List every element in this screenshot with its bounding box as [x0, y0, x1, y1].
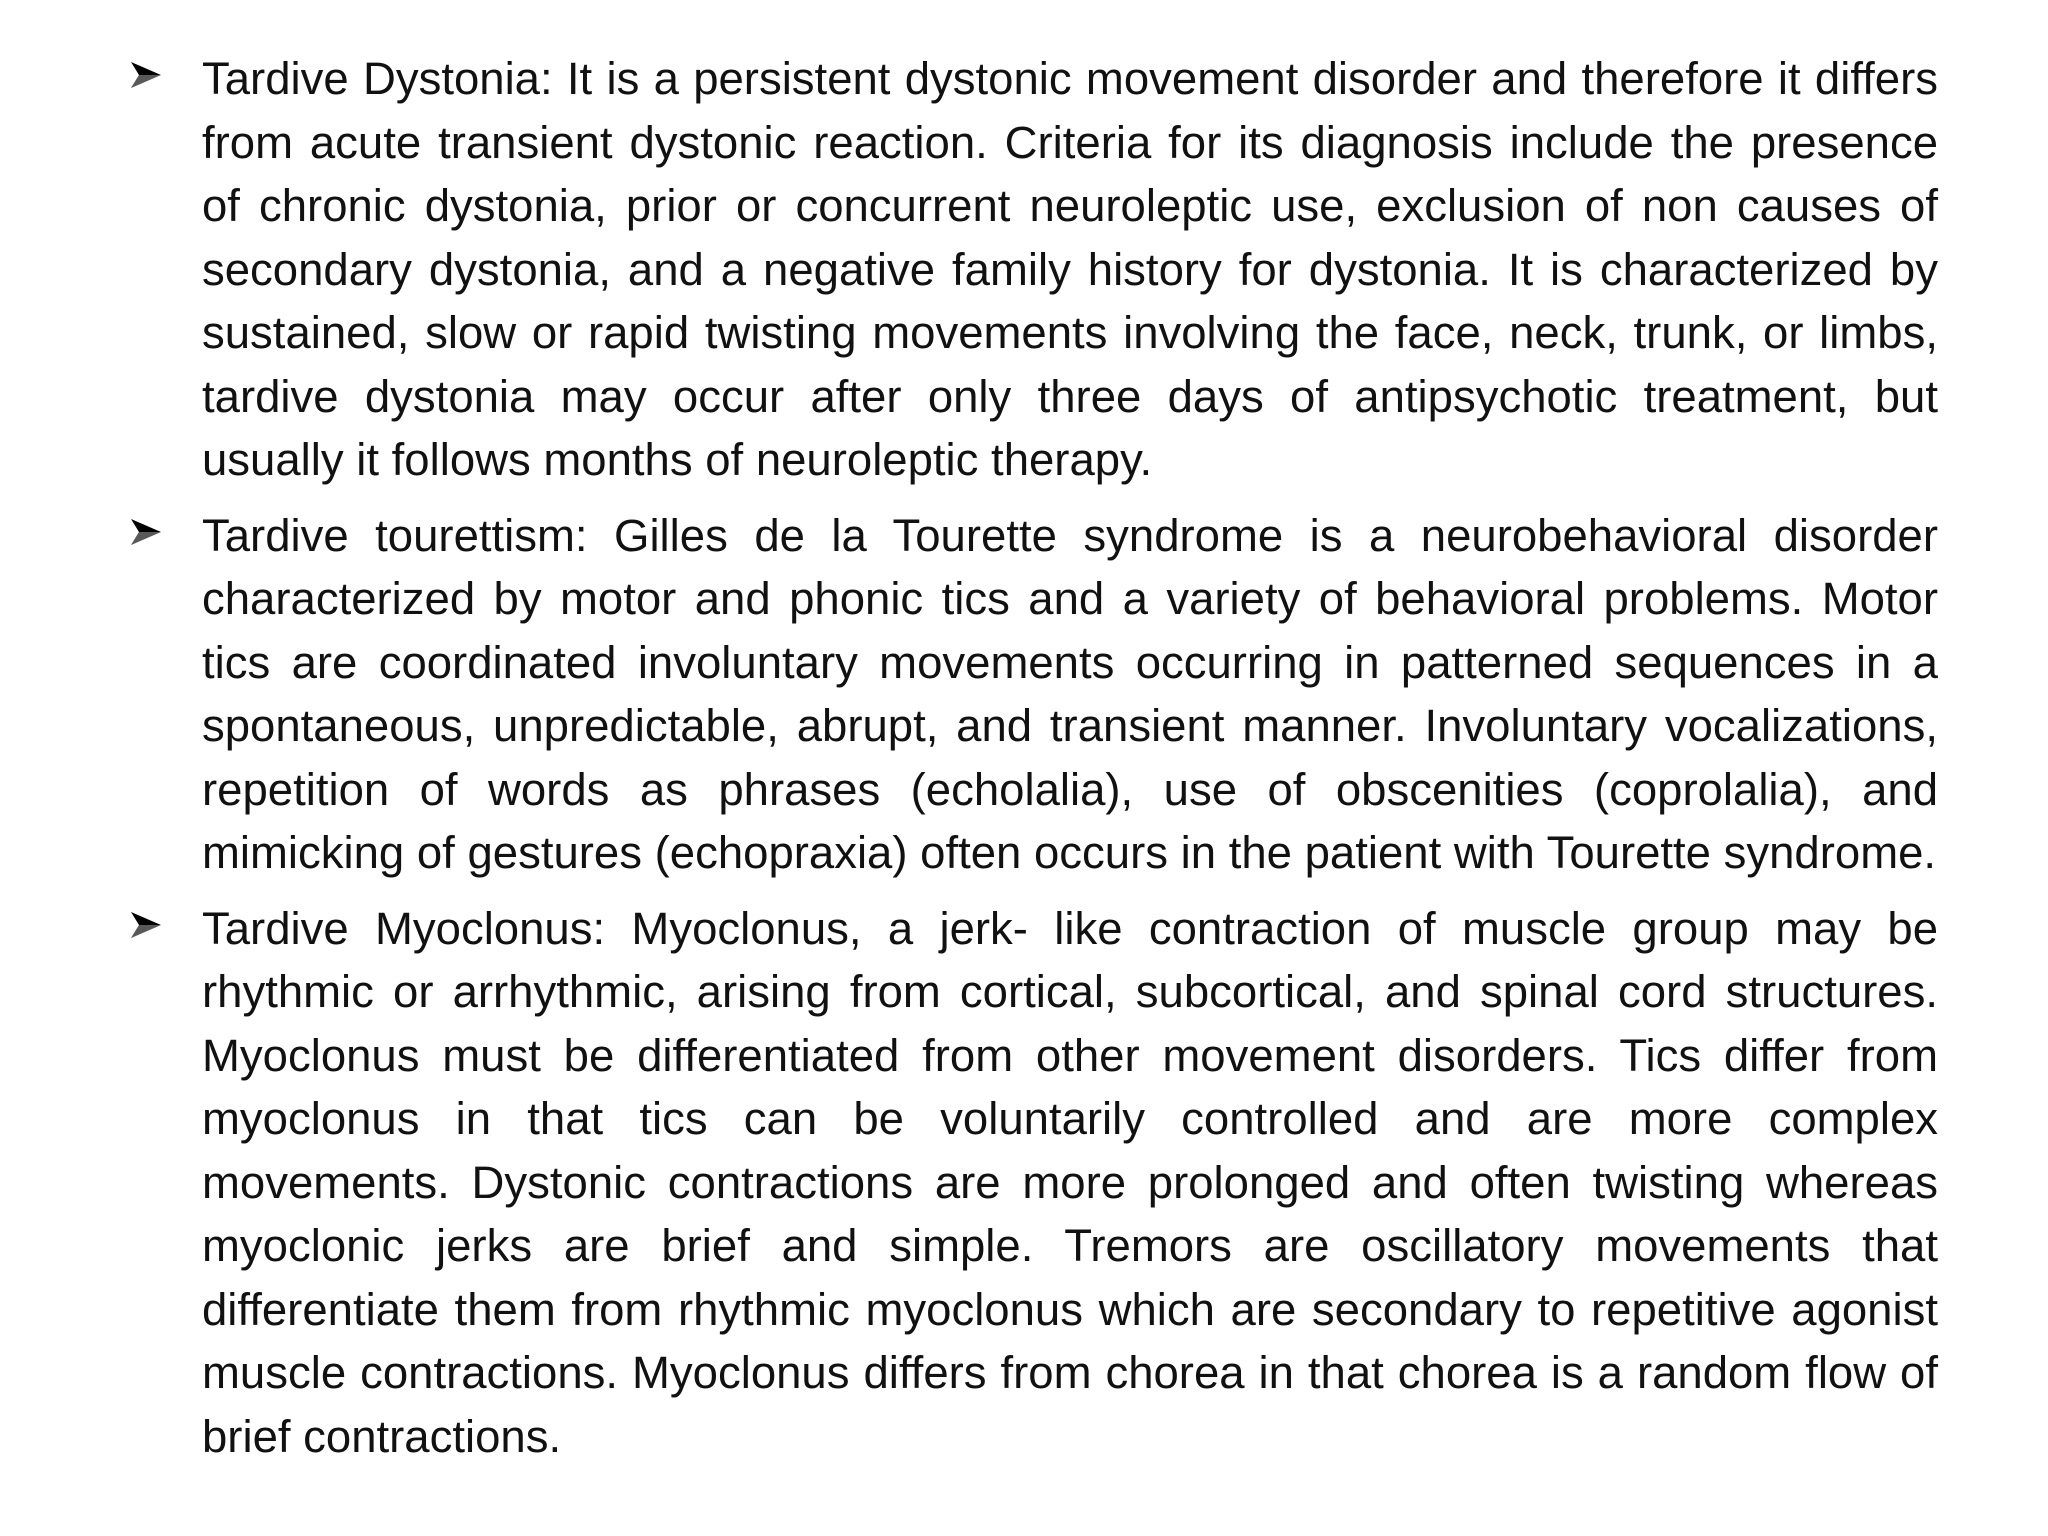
bullet-item-tardive-myoclonus	[130, 897, 1938, 1469]
bullet-text: Tardive Dystonia: It is a persistent dystonic movement disorder and therefore it differs from acute transient dystonic reaction. Criteria for its diagnosis include the presence of chronic dystonia, prior or concurrent neuroleptic use, exclusion of non causes of secondary dystonia, and a negative family history for dystonia. It is characterized by sustained, slow or rapid twisting movements involving the face, neck, trunk, or limbs, tardive dystonia may occur after only three days of antipsychotic treatment, but usually it follows months of neuroleptic therapy.	[202, 53, 1938, 485]
bullet-list	[130, 47, 1938, 1468]
bullet-item-tardive-tourettism	[130, 504, 1938, 885]
bullet-text: Tardive tourettism: Gilles de la Tourette syndrome is a neurobehavioral disorder characterized by motor and phonic tics and a variety of behavioral problems. Motor tics are coordinated involuntary movements occurring in patterned sequences in a spontaneous, unpredictable, abrupt, and transient manner. Involuntary vocalizations, repetition of words as phrases (echolalia), use of obscenities (coprolalia), and mimicking of gestures (echopraxia) often occurs in the patient with Tourette syndrome.	[202, 509, 1938, 878]
bullet-item-tardive-dystonia	[130, 47, 1938, 492]
arrowhead-bullet-icon	[130, 47, 202, 89]
arrowhead-bullet-icon	[130, 504, 202, 546]
bullet-text: Tardive Myoclonus: Myoclonus, a jerk- like contraction of muscle group may be rhythmic or arrhythmic, arising from cortical, subcortical, and spinal cord structures. Myoclonus must be differentiated from other movement disorders. Tics differ from myoclonus in that tics can be voluntarily controlled and are more complex movements. Dystonic contractions are more prolonged and often twisting whereas myoclonic jerks are brief and simple. Tremors are oscillatory movements that differentiate them from rhythmic myoclonus which are secondary to repetitive agonist muscle contractions. Myoclonus differs from chorea in that chorea is a random flow of brief contractions.	[202, 902, 1938, 1462]
arrowhead-bullet-icon	[130, 897, 202, 939]
